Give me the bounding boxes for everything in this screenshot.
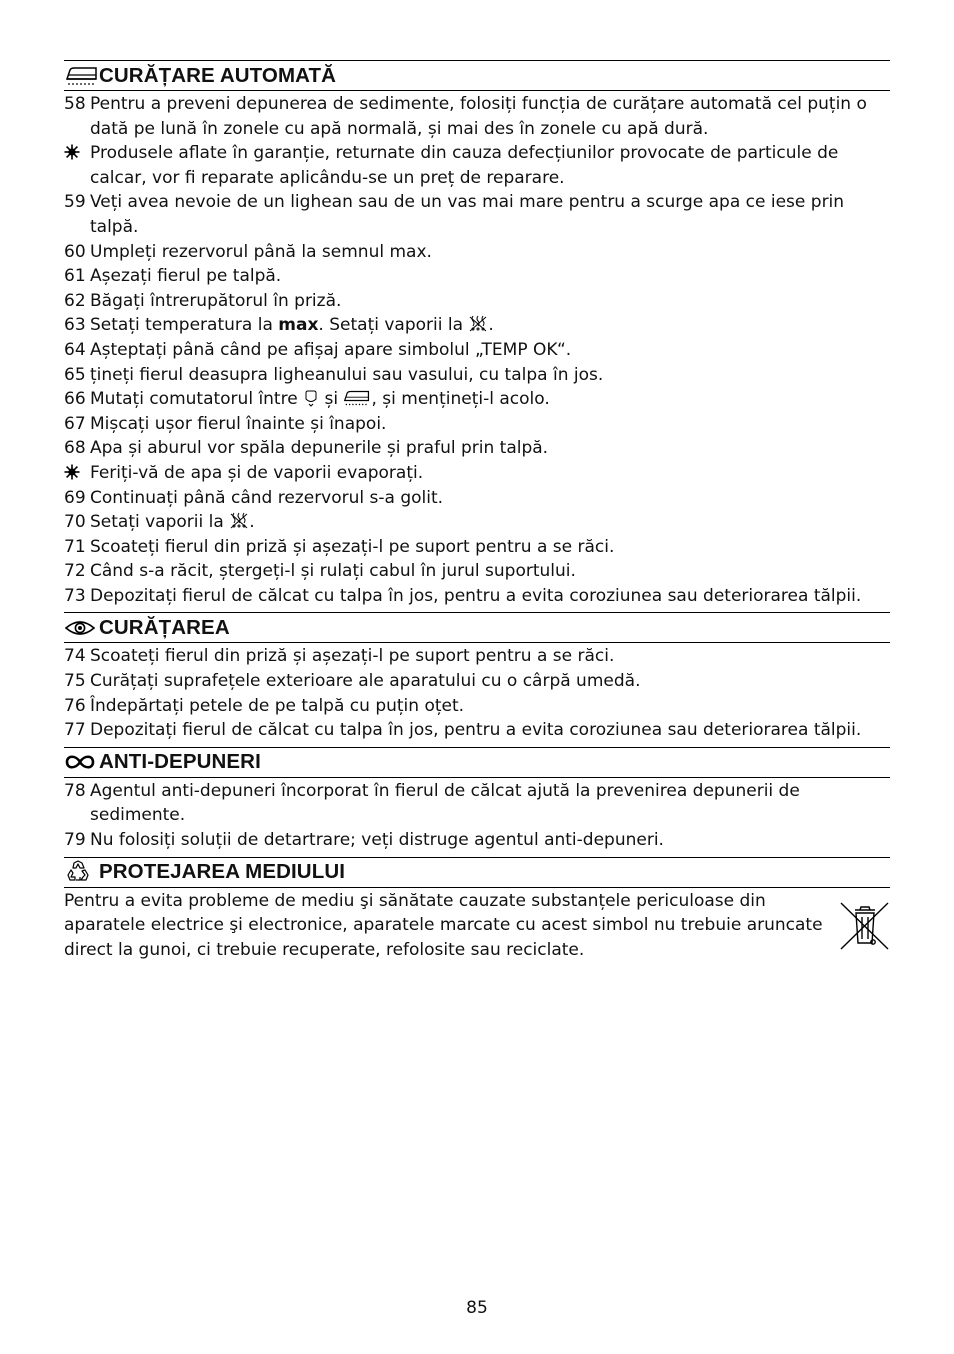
warning-item: Feriți-vă de apa și de vaporii evaporați.	[64, 461, 890, 486]
list-item: 60 Umpleți rezervorul până la semnul max.	[64, 241, 432, 262]
page-number: 85	[466, 1298, 488, 1318]
environment-paragraph: Pentru a evita probleme de mediu şi sănătate cauzate substanțele periculoase din aparatele electrice şi electronice, aparatele marcate cu acest simbol nu trebuie aruncate direct la gunoi, ci trebuie recuperate, refolosite sau reciclate.	[64, 888, 890, 963]
list-item: 74 Scoateți fierul din priză și așezați-l pe suport pentru a se răci.	[64, 646, 615, 667]
section-title: ANTI-DEPUNERI	[99, 750, 261, 774]
list-item: 79 Nu folosiți soluții de detartrare; veți distruge agentul anti-depuneri.	[64, 830, 664, 851]
list-item: 76 Îndepărtați petele de pe talpă cu puțin oțet.	[64, 695, 465, 716]
section-items	[64, 643, 890, 746]
steam-shot-icon	[303, 389, 319, 407]
infinity-icon	[64, 750, 99, 774]
crossed-bin-icon	[838, 889, 890, 963]
section-title: CURĂȚARE AUTOMATĂ	[99, 63, 337, 87]
list-item: 72 Când s-a răcit, ștergeți-l și rulați cabul în jurul suportului.	[64, 561, 576, 582]
section-header-cleaning	[64, 612, 890, 643]
iron-self-clean-icon	[64, 64, 99, 88]
list-item: 62 Băgați întrerupătorul în priză.	[64, 290, 342, 311]
section-items	[64, 91, 890, 612]
page-content	[64, 60, 890, 962]
list-item: 78 Agentul anti-depuneri încorporat în fierul de călcat ajută la prevenirea depunerii de sedimente.	[64, 780, 800, 826]
section-header-anti-calc	[64, 747, 890, 778]
list-item: 64 Așteptați până când pe afișaj apare simbolul „TEMP OK“.	[64, 339, 572, 360]
warning-star-icon	[64, 464, 80, 480]
warning-star-icon	[64, 144, 80, 160]
steam-off-icon	[468, 315, 488, 333]
list-item: 77 Depozitați fierul de călcat cu talpa în jos, pentru a evita coroziunea sau deteriorarea tălpii.	[64, 720, 862, 741]
list-item: 58 Pentru a preveni depunerea de sedimente, folosiți funcția de curățare automată cel puțin o dată pe lună în zonele cu apă normală, și mai des în zonele cu apă dură.	[64, 94, 867, 139]
list-item: 63 Setați temperatura la max. Setați vaporii la .	[64, 315, 494, 336]
list-item: 75 Curățați suprafețele exterioare ale aparatului cu o cârpă umedă.	[64, 671, 641, 692]
list-item: 70 Setați vaporii la .	[64, 512, 255, 533]
iron-self-clean-icon	[343, 389, 371, 407]
section-title: CURĂȚAREA	[99, 615, 230, 639]
eye-icon	[64, 616, 99, 640]
list-item: 65 țineți fierul deasupra ligheanului sau vasului, cu talpa în jos.	[64, 364, 604, 385]
list-item: 66 Mutați comutatorul între și , și mențineți-l acolo.	[64, 389, 550, 410]
warning-item: Produsele aflate în garanție, returnate din cauza defecțiunilor provocate de particule de calcar, vor fi reparate aplicându-se un preț de reparare.	[64, 141, 890, 190]
section-header-environment	[64, 857, 890, 888]
list-item: 73 Depozitați fierul de călcat cu talpa în jos, pentru a evita coroziunea sau deteriorarea tălpii.	[64, 585, 862, 606]
section-items	[64, 778, 890, 857]
list-item: 69 Continuați până când rezervorul s-a golit.	[64, 487, 444, 508]
section-header-self-clean	[64, 60, 890, 91]
list-item: 61 Așezați fierul pe talpă.	[64, 266, 282, 287]
section-title: PROTEJAREA MEDIULUI	[99, 860, 346, 884]
list-item: 59 Veți avea nevoie de un lighean sau de un vas mai mare pentru a scurge apa ce iese prin talpă.	[64, 192, 845, 237]
recycle-icon	[64, 860, 99, 884]
steam-off-icon	[229, 512, 249, 530]
list-item: 71 Scoateți fierul din priză și așezați-l pe suport pentru a se răci.	[64, 536, 615, 557]
list-item: 68 Apa și aburul vor spăla depunerile și praful prin talpă.	[64, 438, 549, 459]
list-item: 67 Mișcați ușor fierul înainte și înapoi.	[64, 413, 387, 434]
